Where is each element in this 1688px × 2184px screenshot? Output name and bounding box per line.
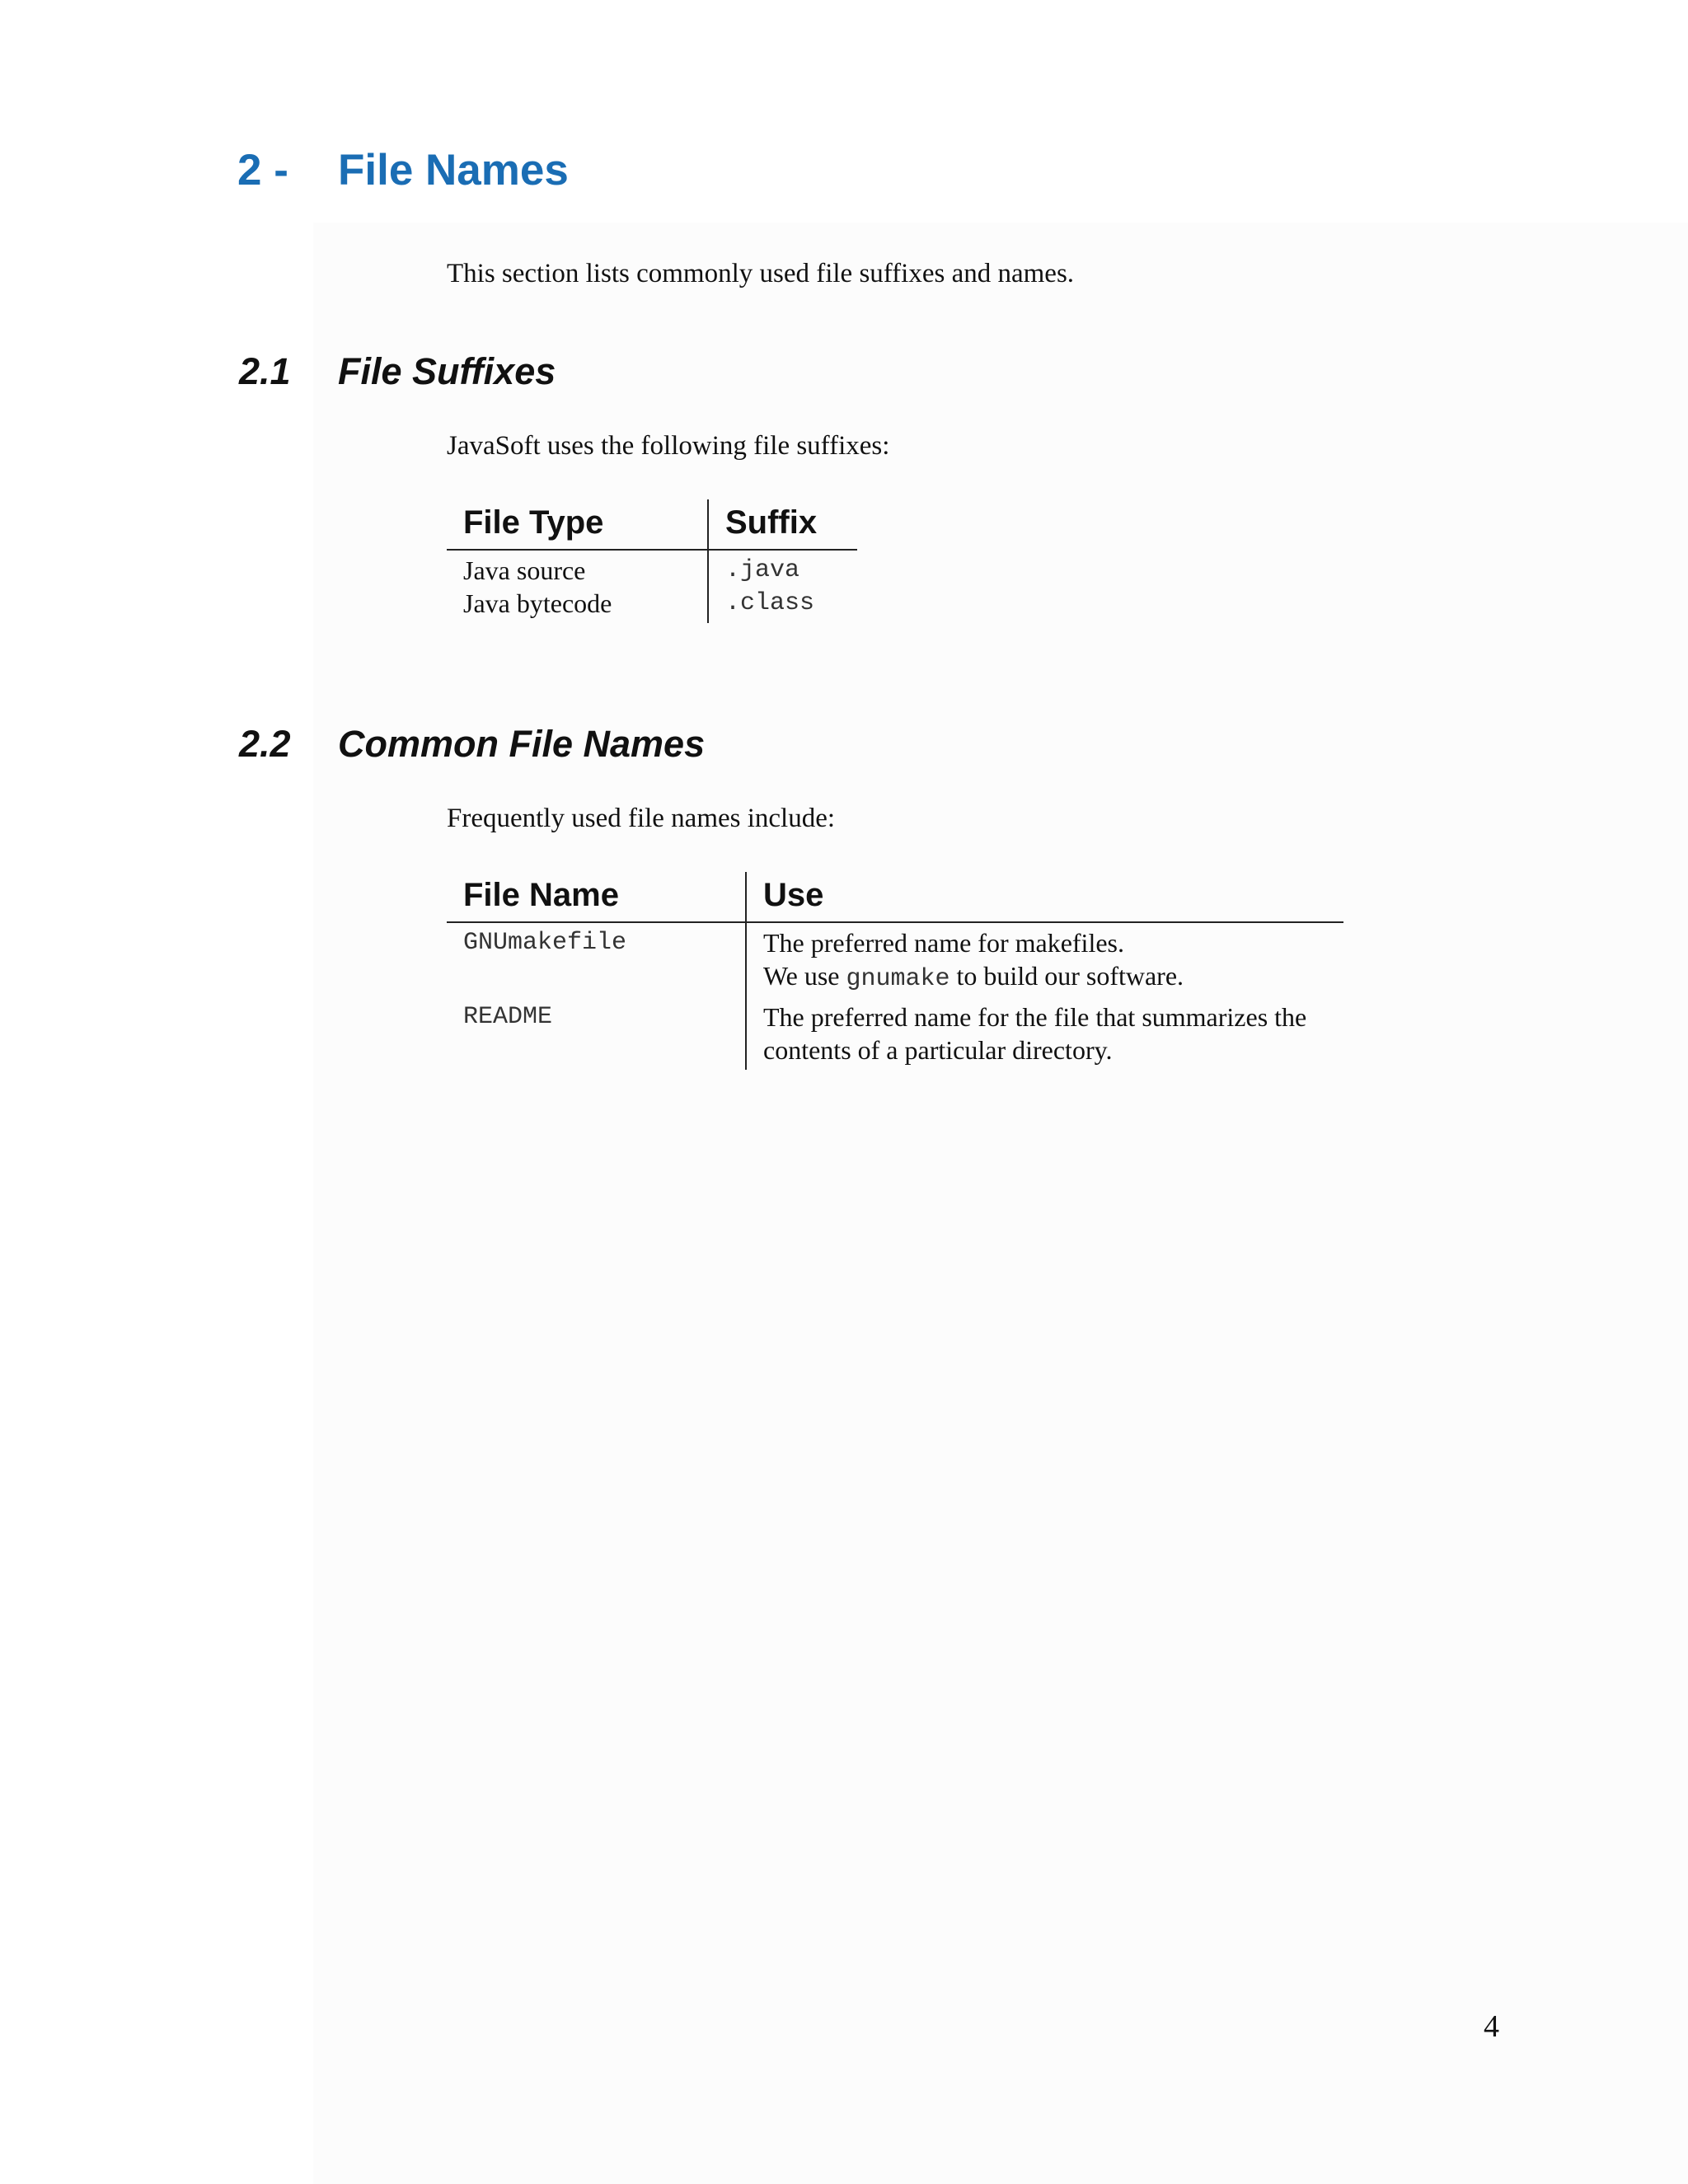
table-header-row [447, 872, 1343, 922]
file-suffixes-table [447, 499, 857, 623]
file-name-cell: GNUmakefile [463, 929, 627, 957]
suffix-cell: .class [708, 587, 857, 623]
use-text: We use [763, 961, 846, 991]
table-header-row [447, 499, 857, 550]
suffixes-intro: JavaSoft uses the following file suffixes: [447, 431, 890, 461]
use-text-line [763, 959, 1327, 996]
section-intro: This section lists commonly used file suffixes and names. [447, 259, 1075, 288]
table-row [447, 1001, 1343, 1070]
common-names-intro: Frequently used file names include: [447, 804, 836, 833]
section-title: File Names [338, 146, 569, 194]
use-text-line: The preferred name for makefiles. [763, 928, 1124, 958]
use-text: to build our software. [950, 961, 1184, 991]
subsection-title: Common File Names [338, 723, 706, 765]
subsection-number: 2.2 [239, 723, 291, 765]
subsection-number: 2.1 [239, 350, 291, 392]
use-cell [746, 922, 1343, 1001]
column-header: File Name [447, 872, 746, 922]
column-header: Suffix [708, 499, 857, 550]
common-file-names-table [447, 872, 1343, 1070]
subsection-heading-suffixes [239, 350, 556, 392]
table-row [447, 550, 857, 587]
file-name-cell: README [463, 1003, 553, 1031]
inline-code: gnumake [846, 965, 950, 993]
subsection-title: File Suffixes [338, 350, 556, 392]
use-text-line: The preferred name for the file that summarizes the [763, 1002, 1307, 1032]
suffix-cell: .java [708, 550, 857, 587]
section-heading [237, 148, 569, 192]
table-row [447, 922, 1343, 1001]
subsection-heading-common-names [239, 723, 706, 765]
table-row [447, 587, 857, 623]
column-header: File Type [447, 499, 708, 550]
use-text-line: contents of a particular directory. [763, 1035, 1113, 1065]
file-type-cell: Java source [463, 555, 586, 585]
file-type-cell: Java bytecode [463, 588, 612, 618]
page-number: 4 [1484, 2009, 1499, 2044]
use-cell [746, 1001, 1343, 1070]
section-number: 2 - [237, 146, 288, 194]
column-header: Use [746, 872, 1343, 922]
